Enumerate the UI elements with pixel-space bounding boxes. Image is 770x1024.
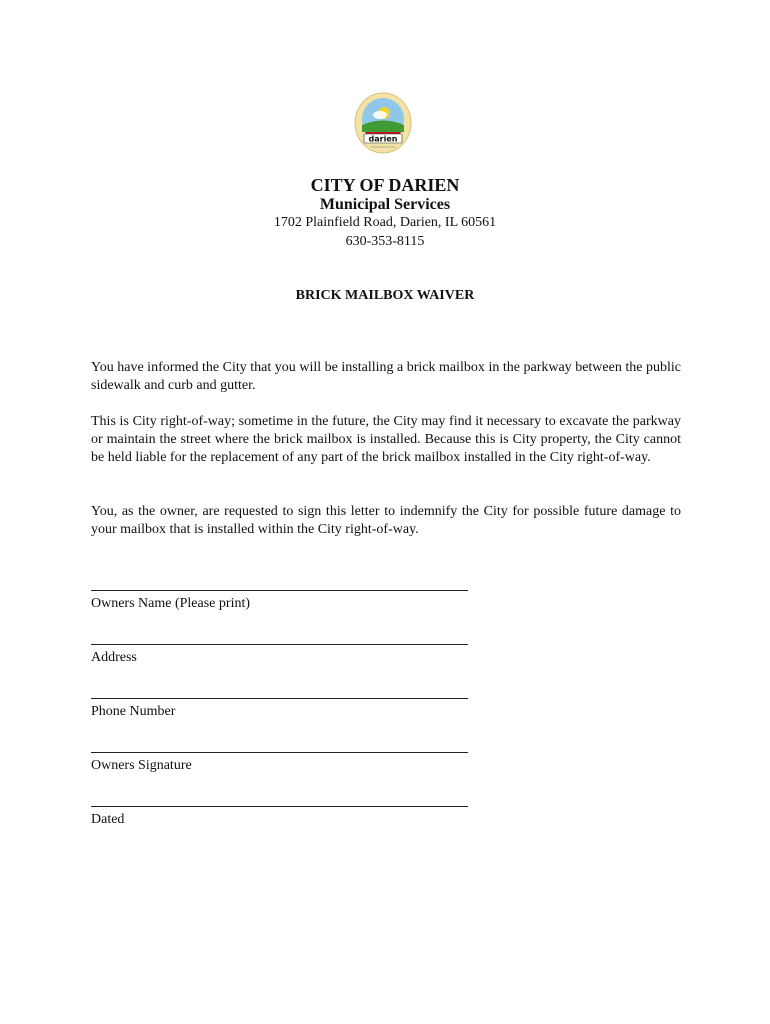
dated-label: Dated <box>91 812 125 827</box>
paragraph-indemnify: You, as the owner, are requested to sign this letter to indemnify the City for possible future damage to your mailbox that is installed within the City right-of-way. <box>91 504 681 537</box>
phone-number-label: Phone Number <box>91 704 176 719</box>
phone-number-line[interactable] <box>91 698 468 699</box>
logo-wordmark: darien <box>368 134 398 144</box>
city-name: CITY OF DARIEN <box>310 175 460 195</box>
paragraph-installation-notice: You have informed the City that you will be installing a brick mailbox in the parkway between the public sidewalk and curb and gutter. <box>91 360 681 393</box>
owners-signature-label: Owners Signature <box>91 758 192 773</box>
owners-name-label: Owners Name (Please print) <box>91 596 251 611</box>
dated-line[interactable] <box>91 806 468 807</box>
paragraph-right-of-way: This is City right-of-way; sometime in the future, the City may find it necessary to excavate the parkway or maintain the street where the brick mailbox is installed. Because this is City property, the City cannot be held liable for the replacement of any part of the brick mailbox installed in the City right-of-way. <box>91 414 681 465</box>
city-logo <box>353 92 413 154</box>
document-title: BRICK MAILBOX WAIVER <box>295 288 475 303</box>
address-label: Address <box>91 650 137 665</box>
department-name: Municipal Services <box>319 196 451 213</box>
office-phone: 630-353-8115 <box>345 234 425 249</box>
address-line[interactable] <box>91 644 468 645</box>
owners-name-line[interactable] <box>91 590 468 591</box>
office-address: 1702 Plainfield Road, Darien, IL 60561 <box>273 215 497 230</box>
owners-signature-line[interactable] <box>91 752 468 753</box>
